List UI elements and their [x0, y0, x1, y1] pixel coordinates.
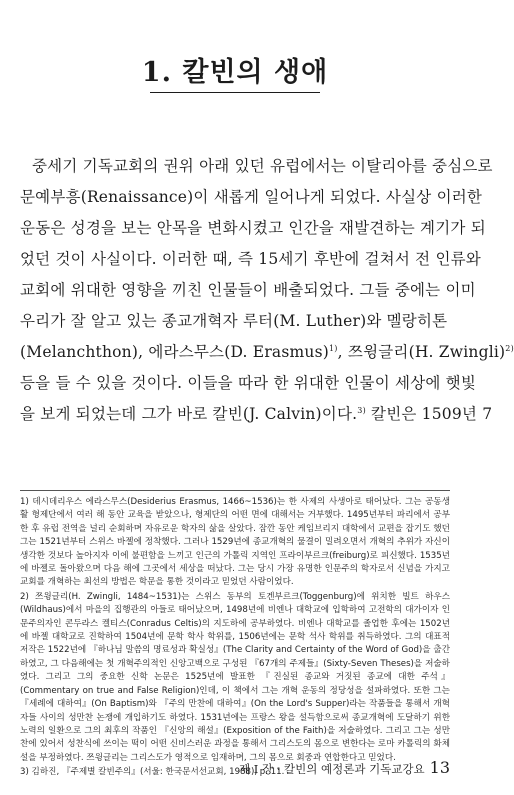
- running-footer: 제 I 장 · 칼빈의 예정론과 기독교강요: [238, 762, 425, 776]
- body-line: 우리가 잘 알고 있는 종교개혁자 루터(M. Luther)와 멜랑히톤: [20, 312, 448, 330]
- body-text: 을 보게 되었는데 그가 바로 칼빈(J. Calvin)이다.: [20, 405, 358, 423]
- body-line: 운동은 성경을 보는 안목을 변화시켰고 인간을 재발견하는 계기가 되: [20, 219, 486, 237]
- body-line: 중세기 기독교회의 권위 아래 있던 유럽에서는 이탈리아를 중심으로: [32, 157, 493, 175]
- footnote-2: 2) 쯔윙글리(H. Zwingli, 1484~1531)는 스위스 동부의 토겐부르크(Toggenburg)에 위치한 빌트 하우스(Wildhaus)에서 마을의 집행관의 아들로 태어났으며, 1498년에 비엔나 대학교에 입학하여 고전학의 대가이자 인문주의자인 콘두라스 켈티스(Conradus Celtis)의 지도하에 공부하였다. 비엔나 대학교를 졸업한 후에는 1502년에 바젤 대학교로 진학하여 1504년에 문학 학사 학위를, 1506년에는 문학 석사 학위를 취득하였다. 그의 대표적 저작은 1522년에 『하나님 말씀의 명료성과 확실성』(The Clarity and Certainty of the Word of God)을 출간하였고, 그 다음해에는 첫 개혁주의적인 신앙고백으로 구성된 『67개의 주제들』(Sixty-Seven Theses)을 저술하였다. 그리고 그의 중요한 신학 논문은 1525년에 발표한 『진실된 종교와 거짓된 종교에 대한 주석』(Commentary on true and False Religion)인데, 이 책에서 그는 개혁 운동의 정당성을 설파하였다. 또한 그는 『세례에 대하여』(On Baptism)와 『주의 만찬에 대하여』(On the Lord's Supper)라는 작품들을 통해서 개혁자들 사이의 성만찬 논쟁에 개입하기도 하였다. 1531년에는 프랑스 왕을 설득함으로써 종교개혁에 도달하기 위한 노력의 일환으로 그의 최후의 작품인 『신앙의 해설』(Exposition of the Faith)을 저술하였다. 그리고 그는 성만찬에 있어서 성찬식에 쓰이는 떡이 어떤 신비스러운 과정을 통해서 그리스도의 몸으로 변한다는 로마 카톨릭의 화체설을 부정하였다. 쯔윙글리는 그리스도가 영적으로 임재하며, 그의 몸으로 회중과 연합한다고 믿었다.: [20, 591, 450, 763]
- footnote-divider: [20, 490, 450, 491]
- body-line: 교회에 위대한 영향을 끼친 인물들이 배출되었다. 그들 중에는 이미: [20, 281, 476, 299]
- footnote-ref: 1): [329, 343, 338, 353]
- footnote-3: 3) 김하진, 『주제별 칼빈주의』(서울: 한국문서선교회, 1988), p. 11.: [20, 767, 285, 778]
- body-line: [20, 404, 493, 424]
- body-text: , 쯔윙글리(H. Zwingli): [337, 343, 506, 361]
- body-line: 등을 들 수 있을 것이다. 이들을 따라 한 위대한 인물이 세상에 햇빛: [20, 374, 477, 392]
- body-line: 었던 것이 사실이다. 이러한 때, 즉 15세기 후반에 걸쳐서 전 인류와: [20, 250, 481, 268]
- body-line: [20, 342, 514, 362]
- page-footer: [239, 758, 450, 777]
- chapter-title: 1. 칼빈의 생애: [141, 57, 329, 88]
- body-line: 문예부흥(Renaissance)이 새롭게 일어나게 되었다. 사실상 이러한: [20, 188, 483, 206]
- title-underline: [150, 92, 320, 93]
- body-text: (Melanchthon), 에라스무스(D. Erasmus): [20, 343, 330, 361]
- footnote-ref: 3): [357, 405, 366, 415]
- page-number: 13: [429, 758, 450, 777]
- body-text: 칼빈은 1509년 7: [365, 405, 493, 423]
- footnotes: [20, 496, 450, 781]
- footnote-1: 1) 데시데리우스 에라스무스(Desiderius Erasmus, 1466~1536)는 한 사제의 사생아로 태어났다. 그는 공동생활 형제단에서 여러 해 동안 교육을 받았으나, 형제단의 어떤 면에 대해서는 거부했다. 1495년부터 파리에서 공부한 후 유럽 전역을 널리 순회하며 자유로운 학자의 삶을 살았다. 잠깐 동안 케임브리지 대학에서 교편을 잡기도 했던 그는 1521년부터 스위스 바젤에 정착했다. 그러나 1529년에 종교개혁의 물결이 밀려오면서 개혁의 추위가 자신이 생각한 것보다 높아지자 이에 불편함을 느끼고 인근의 가톨릭 지역인 프라이부르크(freiburg)로 피신했다. 1535년에 바젤로 돌아왔으며 다음 해에 그곳에서 세상을 떠났다. 그는 당시 가장 유명한 인문주의 학자로서 신념을 가지고 교회를 개혁하는 최선의 방법은 학문을 통한 것이라고 믿었던 사람이었다.: [20, 497, 450, 588]
- footnote-ref: 2): [505, 343, 514, 353]
